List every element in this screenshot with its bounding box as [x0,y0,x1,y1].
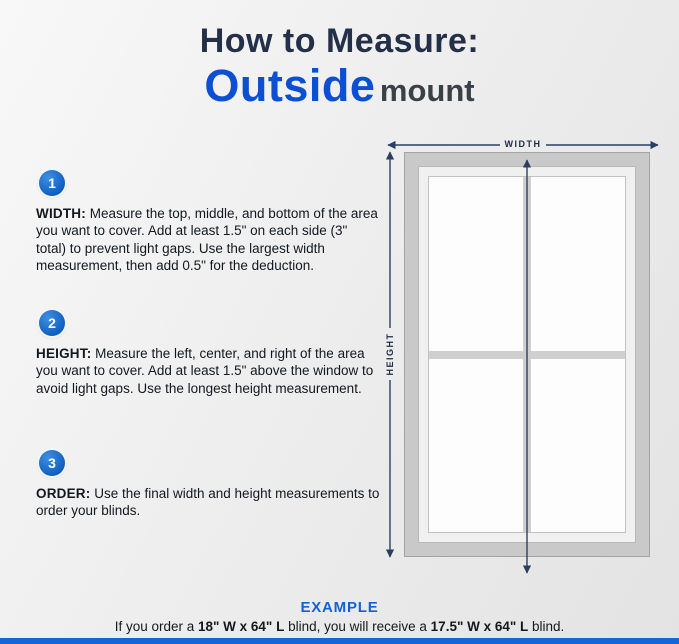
step-3-body: Use the final width and height measurements to order your blinds. [36,486,380,519]
title-line-2 [0,60,679,111]
window-diagram [382,136,672,581]
window-pane-bottom-right [531,359,625,533]
step-3-label: ORDER: [36,486,91,501]
page-title [0,22,679,111]
title-mount-type: Outside [204,60,376,111]
window-sash [418,166,636,543]
bottom-accent-bar [0,638,679,644]
step-3-number-badge: 3 [39,450,65,476]
window-outer-frame [404,152,650,557]
window-panes [428,176,626,533]
step-1 [36,170,380,274]
step-3 [36,450,380,520]
example-heading: EXAMPLE [300,599,379,616]
window-pane-bottom-left [429,359,523,533]
title-line-1: How to Measure: [199,22,480,60]
step-2-text [36,345,380,397]
step-1-body: Measure the top, middle, and bottom of the area you want to cover. Add at least 1.5" on each side (3" total) to prevent light gaps. Use the largest width measurement, then add 0.5" for the deduction. [36,206,378,273]
example-receive-size: 17.5" W x 64" L [430,619,529,634]
step-2-label: HEIGHT: [36,346,92,361]
width-measure-label: WIDTH [504,139,542,149]
step-1-text [36,205,380,274]
title-mount-word: mount [379,73,475,108]
step-1-label: WIDTH: [36,206,86,221]
example-order-size: 18" W x 64" L [198,619,285,634]
step-2-body: Measure the left, center, and right of the area you want to cover. Add at least 1.5" above the window to avoid light gaps. Use the longest height measurement. [36,346,374,396]
window-pane-top-right [531,177,625,351]
step-3-text [36,485,380,520]
example-text [0,619,679,634]
step-2-number-badge: 2 [39,310,65,336]
example-prefix: If you order a [114,619,198,634]
step-2 [36,310,380,397]
example-section [0,599,679,634]
example-middle: blind, you will receive a [284,619,431,634]
window-pane-top-left [429,177,523,351]
example-suffix: blind. [528,619,565,634]
step-1-number-badge: 1 [39,170,65,196]
height-measure-label: HEIGHT [385,332,395,376]
